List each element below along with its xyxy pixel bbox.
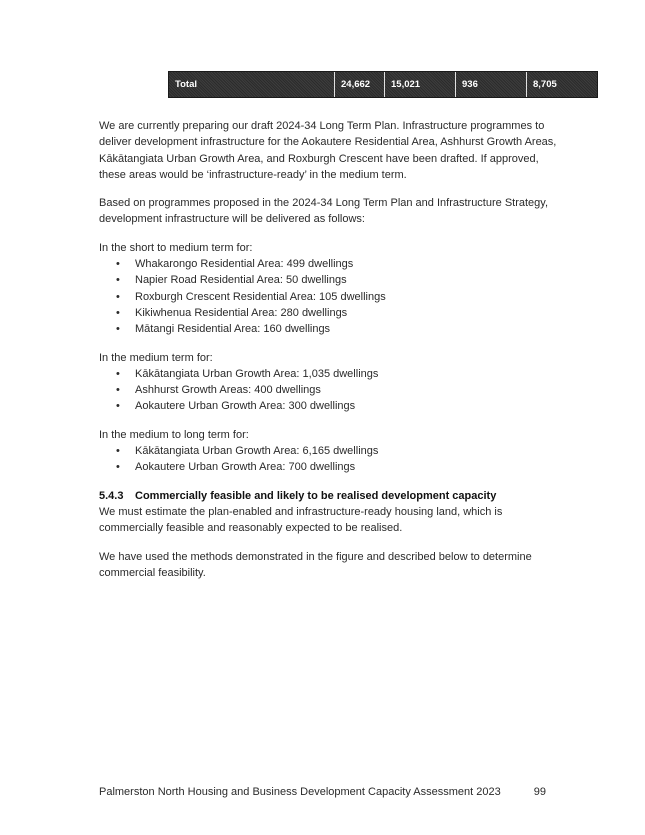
list-item xyxy=(99,272,559,288)
list-item xyxy=(99,382,559,398)
short-medium-term-intro: In the short to medium term for: xyxy=(99,241,253,254)
list-item-text: Kākātangiata Urban Growth Area: 6,165 dwellings xyxy=(135,445,379,458)
bullet-icon: • xyxy=(116,400,120,413)
list-item-text: Kākātangiata Urban Growth Area: 1,035 dwellings xyxy=(135,367,379,380)
list-item xyxy=(99,305,559,321)
footer-document-title: Palmerston North Housing and Business Development Capacity Assessment 2023 xyxy=(99,786,501,798)
list-item xyxy=(99,256,559,272)
paragraph-ltp-preparation: We are currently preparing our draft 2024-34 Long Term Plan. Infrastructure programmes to deliver development infrastructure for the Aokautere Residential Area, Ashhurst Growth Areas, Kākātangiata Urban Growth Area, and Roxburgh Crescent have been drafted. If approved, these areas would be ‘infrastructure-ready’ in the medium term. xyxy=(99,120,557,181)
page-footer xyxy=(99,785,546,799)
list-item-text: Whakarongo Residential Area: 499 dwellings xyxy=(135,258,354,271)
bullet-icon: • xyxy=(116,384,120,397)
page-number: 99 xyxy=(533,786,546,798)
list-item-text: Kikiwhenua Residential Area: 280 dwellings xyxy=(135,306,348,319)
list-item xyxy=(99,443,559,459)
bullet-icon: • xyxy=(116,367,120,380)
medium-long-term-intro: In the medium to long term for: xyxy=(99,428,249,441)
total-label-cell: Total xyxy=(169,72,335,97)
list-item xyxy=(99,398,559,414)
bullet-icon: • xyxy=(116,290,120,303)
bullet-icon: • xyxy=(116,445,120,458)
medium-term-list xyxy=(99,366,559,415)
total-row-table xyxy=(168,71,598,98)
list-item-text: Napier Road Residential Area: 50 dwellings xyxy=(135,274,347,287)
paragraph-programme-delivery: Based on programmes proposed in the 2024-34 Long Term Plan and Infrastructure Strategy, development infrastructure will be delivered as follows: xyxy=(99,197,549,226)
list-item-text: Mātangi Residential Area: 160 dwellings xyxy=(135,323,331,336)
list-item-text: Aokautere Urban Growth Area: 300 dwellings xyxy=(135,400,356,413)
list-item xyxy=(99,366,559,382)
section-title: Commercially feasible and likely to be realised development capacity xyxy=(135,489,497,502)
short-medium-term-list xyxy=(99,256,559,337)
paragraph-methods: We have used the methods demonstrated in the figure and described below to determine commercial feasibility. xyxy=(99,550,532,579)
list-item xyxy=(99,289,559,305)
total-value-cell-4: 8,705 xyxy=(533,79,557,90)
section-heading xyxy=(99,488,559,504)
list-item-text: Roxburgh Crescent Residential Area: 105 dwellings xyxy=(135,290,386,303)
document-body xyxy=(99,118,559,593)
list-item xyxy=(99,459,559,475)
section-number: 5.4.3 xyxy=(99,489,124,502)
total-value-cell-1: 24,662 xyxy=(335,72,385,97)
medium-long-term-list xyxy=(99,443,559,476)
bullet-icon: • xyxy=(116,323,120,336)
list-item-text: Ashhurst Growth Areas: 400 dwellings xyxy=(135,384,321,397)
bullet-icon: • xyxy=(116,461,120,474)
bullet-icon: • xyxy=(116,274,120,287)
bullet-icon: • xyxy=(116,306,120,319)
paragraph-estimate-land: We must estimate the plan-enabled and infrastructure-ready housing land, which is commercially feasible and reasonably expected to be realised. xyxy=(99,505,503,535)
total-value-cell-2: 15,021 xyxy=(385,72,456,97)
medium-term-intro: In the medium term for: xyxy=(99,351,213,364)
bullet-icon: • xyxy=(116,258,120,271)
total-value-cell-3: 936 xyxy=(456,72,527,97)
list-item-text: Aokautere Urban Growth Area: 700 dwellings xyxy=(135,461,356,474)
list-item xyxy=(99,321,559,337)
